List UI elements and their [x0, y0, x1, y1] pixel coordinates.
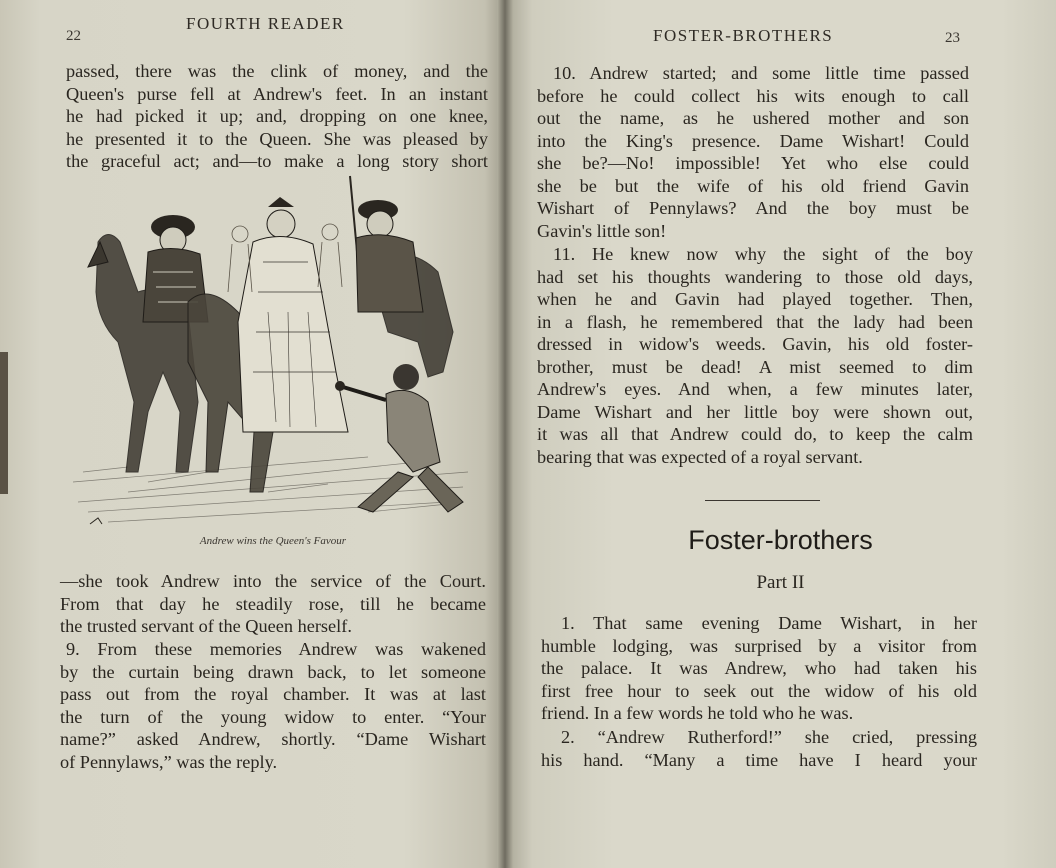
right-running-head: FOSTER-BROTHERS	[653, 26, 834, 45]
text-line: 9. From these memories Andrew was wakened	[66, 639, 486, 659]
left-top-paragraph	[66, 60, 488, 173]
text-line: in a flash, he remembered that the lady had been	[537, 311, 973, 332]
left-page-number: 22	[66, 28, 81, 44]
text-line: bearing that was expected of a royal servant.	[537, 446, 863, 467]
text-line: his hand. “Many a time have I heard your	[541, 749, 977, 770]
text-line: before he could collect his wits enough to call	[537, 85, 969, 106]
text-line: the palace. It was Andrew, who had taken his	[541, 658, 977, 678]
kneeling-boy	[343, 364, 463, 512]
paragraph-9	[60, 638, 486, 773]
part2-paragraph-1	[541, 612, 977, 725]
text-line: out the name, as he ushered mother and son	[537, 108, 969, 128]
text-line: by the curtain being drawn back, to let someone	[60, 661, 486, 682]
text-line: he had picked it up; and, dropping on one knee,	[66, 106, 488, 126]
text-line: friend. In a few words he told who he was.	[541, 703, 854, 723]
text-line: 2. “Andrew Rutherford!” she cried, pressing	[561, 727, 977, 747]
text-line: Andrew's eyes. And when, a few minutes later,	[537, 379, 973, 399]
text-line: first free hour to seek out the widow of his old	[541, 680, 977, 701]
text-line: had set his thoughts wandering to those old days,	[537, 266, 973, 287]
text-line: Queen's purse fell at Andrew's feet. In an instant	[66, 83, 488, 104]
text-line: into the King's presence. Dame Wishart! Could	[537, 130, 969, 151]
part2-paragraph-2	[541, 726, 977, 771]
book-gutter	[497, 0, 513, 868]
text-line: pass out from the royal chamber. It was at last	[60, 684, 486, 704]
illustration	[68, 172, 478, 532]
text-line: it was all that Andrew could do, to keep the calm	[537, 424, 973, 444]
right-page	[505, 0, 1056, 868]
paragraph-10	[537, 62, 969, 242]
text-line: From that day he steadily rose, till he became	[60, 593, 486, 614]
left-running-head: FOURTH READER	[186, 14, 345, 33]
text-line: the graceful act; and—to make a long story short	[66, 151, 488, 171]
text-line: of Pennylaws,” was the reply.	[60, 751, 278, 772]
left-page	[0, 0, 505, 868]
figure-caption: Andrew wins the Queen's Favour	[199, 535, 347, 547]
right-rider	[356, 200, 423, 312]
text-line: brother, must be dead! A mist seemed to dim	[537, 356, 973, 377]
section-title: Foster-brothers	[688, 525, 873, 555]
text-line: 10. Andrew started; and some little time passed	[553, 63, 969, 83]
text-line: —she took Andrew into the service of the Court.	[60, 571, 486, 591]
text-line: Dame Wishart and her little boy were shown out,	[537, 401, 973, 422]
text-line: she be but the wife of his old friend Gavin	[537, 175, 969, 196]
text-line: 11. He knew now why the sight of the boy	[553, 244, 973, 264]
section-divider	[705, 500, 820, 501]
left-bottom-paragraph	[60, 570, 486, 638]
text-line: dressed in widow's weeds. Gavin, his old foster-	[537, 334, 973, 354]
purse	[335, 381, 345, 391]
text-line: she be?—No! impossible! Yet who else could	[537, 153, 969, 173]
paragraph-11	[537, 243, 973, 468]
text-line: he presented it to the Queen. She was pleased by	[66, 128, 488, 149]
text-line: name?” asked Andrew, shortly. “Dame Wishart	[60, 729, 486, 749]
text-line: the turn of the young widow to enter. “Your	[60, 706, 486, 727]
text-line: 1. That same evening Dame Wishart, in her	[561, 613, 977, 633]
text-line: Gavin's little son!	[537, 220, 667, 241]
text-line: when he and Gavin had played together. Then,	[537, 289, 973, 309]
text-line: passed, there was the clink of money, and the	[66, 61, 488, 81]
text-line: Wishart of Pennylaws? And the boy must be	[537, 198, 969, 218]
right-page-number: 23	[945, 30, 960, 46]
page-edge-shadow	[0, 352, 8, 494]
artist-mark	[90, 518, 102, 524]
text-line: humble lodging, was surprised by a visitor from	[541, 635, 977, 656]
text-line: the trusted servant of the Queen herself.	[60, 616, 352, 636]
section-subtitle: Part II	[756, 572, 805, 593]
queen-figure	[238, 197, 348, 432]
